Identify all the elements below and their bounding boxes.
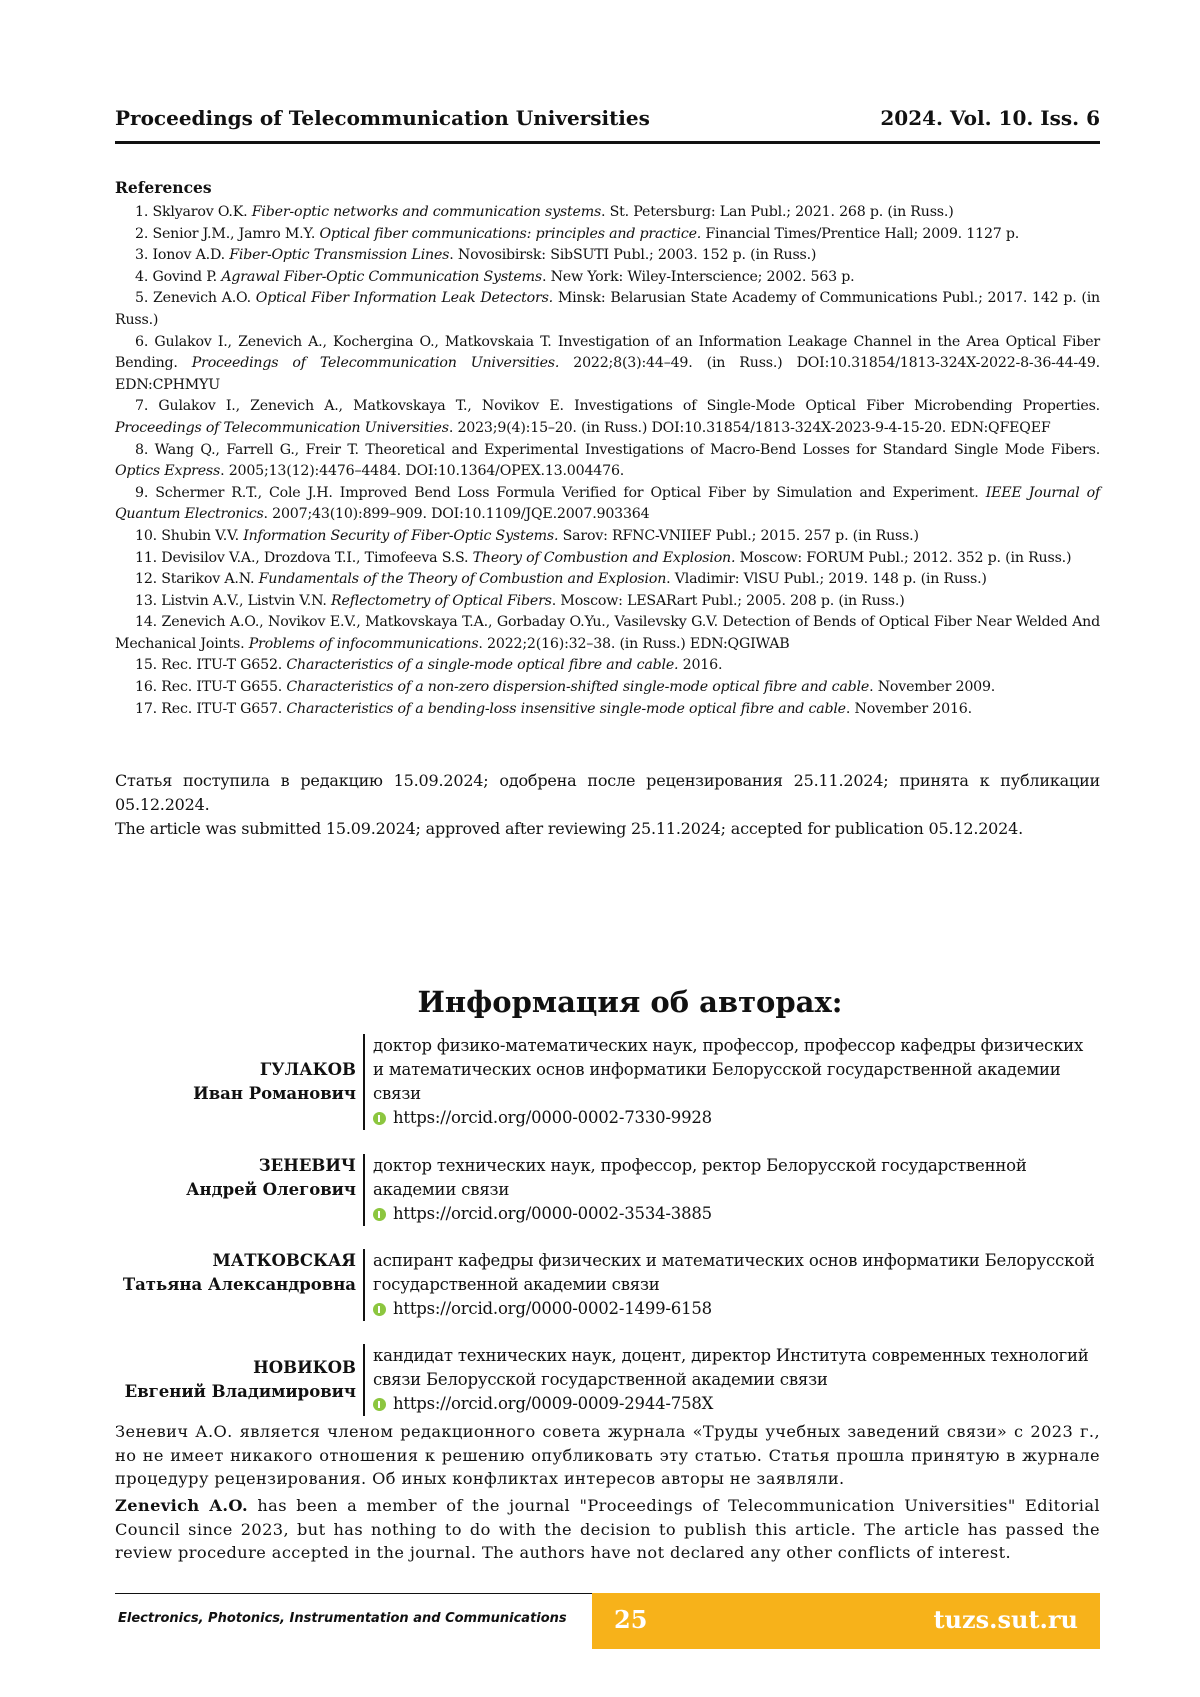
- reference-authors: Schermer R.T., Cole J.H. Improved Bend Loss Formula Verified for Optical Fiber by Simulation and Experiment.: [155, 484, 986, 501]
- author-given-name: Иван Романович: [193, 1084, 356, 1103]
- reference-authors: Zenevich A.O., Novikov E.V., Matkovskaya T.A., Gorbaday O.Yu., Vasilevsky G.V. Detection of Bends of Optical Fiber Near Welded And Mechanical Joints.: [115, 614, 1100, 652]
- dates-ru: Статья поступила в редакцию 15.09.2024; одобрена после рецензирования 25.11.2024; принята к публикации 05.12.2024.: [115, 771, 1100, 814]
- reference-item: [115, 655, 1100, 677]
- orcid-url[interactable]: https://orcid.org/0000-0002-7330-9928: [393, 1108, 712, 1127]
- author-block: [110, 1154, 1100, 1226]
- author-surname: НОВИКОВ: [253, 1358, 356, 1377]
- reference-details: . November 2016.: [845, 700, 972, 717]
- orcid-url[interactable]: https://orcid.org/0009-0009-2944-758X: [393, 1394, 714, 1413]
- reference-authors: Starikov A.N.: [161, 571, 259, 588]
- reference-authors: Rec. ITU-T G655.: [161, 679, 287, 696]
- reference-number: 6.: [135, 333, 149, 350]
- conflict-en: [115, 1494, 1100, 1565]
- reference-details: 2016.: [678, 657, 723, 674]
- author-block: [110, 1034, 1100, 1130]
- authors-heading: Информация об авторах:: [417, 985, 843, 1019]
- references-heading: References: [115, 178, 212, 197]
- orcid-link[interactable]: [373, 1106, 1098, 1130]
- orcid-link[interactable]: [373, 1392, 1098, 1416]
- author-affiliation: аспирант кафедры физических и математических основ информатики Белорусской государственной академии связи: [373, 1251, 1095, 1294]
- reference-title: Optical Fiber Information Leak Detectors.: [255, 290, 553, 307]
- reference-item: [115, 591, 1100, 613]
- reference-title: Characteristics of a single-mode optical fibre and cable.: [286, 657, 679, 674]
- author-given-name: Евгений Владимирович: [124, 1382, 356, 1401]
- reference-number: 9.: [135, 484, 149, 501]
- reference-details: . November 2009.: [869, 679, 996, 696]
- reference-title: Fundamentals of the Theory of Combustion and Explosion: [258, 571, 667, 588]
- orcid-icon: [373, 1112, 386, 1125]
- reference-details: . 2023;9(4):15–20. (in Russ.) DOI:10.31854/1813-324X-2023-9-4-15-20. EDN:QFEQEF: [448, 419, 1051, 436]
- author-affiliation: доктор физико-математических наук, профессор, профессор кафедры физических и математических основ информатики Белорусской государственной академии связи: [373, 1036, 1084, 1103]
- reference-details: . New York: Wiley-Interscience; 2002. 563 p.: [541, 268, 855, 285]
- reference-authors: Rec. ITU-T G652.: [161, 657, 287, 674]
- journal-title: Proceedings of Telecommunication Universities: [115, 106, 650, 130]
- reference-title: Reflectometry of Optical Fibers: [331, 592, 552, 609]
- footer-accent-box: [592, 1593, 1100, 1649]
- reference-details: . Novosibirsk: SibSUTI Publ.; 2003. 152 p. (in Russ.): [449, 247, 817, 264]
- reference-authors: Gulakov I., Zenevich A., Kochergina O., Matkovskaia T. Investigation of an Information Leakage Channel in the Area Optical Fiber Bending.: [115, 333, 1100, 372]
- running-header: [115, 106, 1100, 144]
- reference-details: Financial Times/Prentice Hall; 2009. 1127 p.: [701, 225, 1020, 242]
- orcid-icon: [373, 1398, 386, 1411]
- conflict-en-name: Zenevich A.O.: [115, 1496, 248, 1515]
- orcid-link[interactable]: [373, 1297, 1098, 1321]
- reference-number: 1.: [135, 204, 149, 220]
- reference-details: . 2007;43(10):899–909. DOI:10.1109/JQE.2007.903364: [263, 506, 650, 523]
- author-given-name: Андрей Олегович: [186, 1180, 356, 1199]
- reference-number: 14.: [135, 614, 157, 631]
- reference-title: Characteristics of a bending-loss insensitive single-mode optical fibre and cable: [286, 700, 846, 717]
- reference-authors: Listvin A.V., Listvin V.N.: [161, 592, 332, 609]
- reference-authors: Zenevich A.O.: [153, 290, 256, 307]
- reference-details: . St. Petersburg: Lan Publ.; 2021. 268 p. (in Russ.): [601, 204, 954, 220]
- reference-authors: Wang Q., Farrell G., Freir T. Theoretical and Experimental Investigations of Macro-Bend Losses for Standard Single Mode Fibers.: [154, 441, 1100, 458]
- reference-title: Optical fiber communications: principles and practice.: [319, 225, 702, 242]
- orcid-url[interactable]: https://orcid.org/0000-0002-3534-3885: [393, 1204, 712, 1223]
- reference-item: [115, 483, 1100, 526]
- reference-authors: Rec. ITU-T G657.: [161, 700, 287, 717]
- reference-number: 3.: [135, 247, 149, 264]
- reference-details: Sarov: RFNC-VNIIEF Publ.; 2015. 257 p. (in Russ.): [558, 527, 919, 544]
- reference-number: 15.: [135, 657, 157, 674]
- author-name: [110, 1154, 356, 1202]
- reference-item: [115, 396, 1100, 439]
- reference-authors: Govind P.: [152, 268, 222, 285]
- reference-details: . Vladimir: VlSU Publ.; 2019. 148 p. (in Russ.): [666, 571, 987, 588]
- reference-number: 16.: [135, 679, 157, 696]
- author-name: [110, 1058, 356, 1106]
- reference-authors: Devisilov V.A., Drozdova T.I., Timofeeva S.S.: [161, 549, 473, 566]
- orcid-link[interactable]: [373, 1202, 1098, 1226]
- author-affiliation: доктор технических наук, профессор, ректор Белорусской государственной академии связи: [373, 1156, 1027, 1199]
- reference-number: 5.: [135, 290, 149, 307]
- author-divider: [363, 1249, 365, 1321]
- reference-number: 17.: [135, 700, 157, 717]
- reference-authors: Ionov A.D.: [152, 247, 230, 264]
- reference-title: Problems of infocommunications: [248, 635, 479, 652]
- reference-authors: Shubin V.V.: [161, 527, 244, 544]
- reference-number: 4.: [135, 268, 149, 285]
- reference-title: IEEE Journal of Quantum Electronics: [115, 484, 1100, 523]
- site-link[interactable]: tuzs.sut.ru: [933, 1605, 1078, 1634]
- author-divider: [363, 1344, 365, 1416]
- reference-item: [115, 569, 1100, 591]
- reference-title: Information Security of Fiber-Optic Systems.: [243, 527, 559, 544]
- reference-number: 12.: [135, 571, 157, 588]
- author-surname: ГУЛАКОВ: [259, 1060, 356, 1079]
- reference-authors: Gulakov I., Zenevich A., Matkovskaya T., Novikov E. Investigations of Single-Mode Optical Fiber Microbending Properties.: [158, 398, 1100, 415]
- conflict-en-text: has been a member of the journal "Proceedings of Telecommunication Universities" Editorial Council since 2023, but has nothing to do with the decision to publish this article. The article has passed the review procedure accepted in the journal. The authors have not declared any other conflicts of interest.: [115, 1496, 1100, 1562]
- reference-item: [115, 699, 1100, 721]
- dates-en: The article was submitted 15.09.2024; approved after reviewing 25.11.2024; accepted for publication 05.12.2024.: [115, 819, 1024, 838]
- reference-item: [115, 267, 1100, 289]
- reference-item: [115, 526, 1100, 548]
- author-divider: [363, 1154, 365, 1226]
- reference-item: [115, 202, 1100, 224]
- author-description: [373, 1344, 1098, 1416]
- author-name: [110, 1356, 356, 1404]
- reference-details: . 2005;13(12):4476–4484. DOI:10.1364/OPEX.13.004476.: [220, 463, 625, 480]
- author-block: [110, 1344, 1100, 1416]
- reference-title: Fiber-Optic Transmission Lines: [229, 247, 450, 264]
- reference-item: [115, 288, 1100, 331]
- reference-item: [115, 440, 1100, 483]
- author-block: [110, 1249, 1100, 1321]
- author-description: [373, 1249, 1098, 1321]
- references-section: [115, 178, 1100, 720]
- footer-section: Electronics, Photonics, Instrumentation and Communications: [118, 1611, 567, 1626]
- reference-title: Optics Express: [115, 463, 221, 480]
- references-list: [115, 202, 1100, 720]
- reference-details: . 2022;2(16):32–38. (in Russ.) EDN:QGIWAB: [478, 635, 790, 652]
- reference-item: [115, 548, 1100, 570]
- reference-title: Characteristics of a non-zero dispersion-shifted single-mode optical fibre and cable: [286, 679, 870, 696]
- orcid-icon: [373, 1303, 386, 1316]
- author-affiliation: кандидат технических наук, доцент, директор Института современных технологий связи Белорусской государственной академии связи: [373, 1346, 1089, 1389]
- reference-details: . Moscow: LESARart Publ.; 2005. 208 p. (in Russ.): [551, 592, 905, 609]
- submission-dates: [115, 769, 1100, 841]
- author-name: [110, 1249, 356, 1297]
- author-surname: ЗЕНЕВИЧ: [258, 1156, 356, 1175]
- orcid-url[interactable]: https://orcid.org/0000-0002-1499-6158: [393, 1299, 712, 1318]
- author-surname: МАТКОВСКАЯ: [212, 1251, 356, 1270]
- reference-number: 13.: [135, 592, 157, 609]
- reference-item: [115, 332, 1100, 397]
- author-description: [373, 1154, 1098, 1226]
- reference-number: 11.: [135, 549, 157, 566]
- issue-info: 2024. Vol. 10. Iss. 6: [880, 106, 1100, 130]
- reference-title: Proceedings of Telecommunication Universities: [115, 419, 449, 436]
- reference-details: 2022;8(3):44–49. (in Russ.) DOI:10.31854/1813-324X-2022-8-36-44-49. EDN:CPHMYU: [115, 355, 1100, 393]
- orcid-icon: [373, 1208, 386, 1221]
- author-divider: [363, 1034, 365, 1130]
- reference-title: Agrawal Fiber-Optic Communication Systems: [221, 268, 542, 285]
- author-given-name: Татьяна Александровна: [122, 1275, 356, 1294]
- reference-item: [115, 677, 1100, 699]
- page-number: 25: [614, 1605, 648, 1634]
- reference-item: [115, 224, 1100, 246]
- reference-number: 2.: [135, 225, 149, 242]
- reference-title: Theory of Combustion and Explosion.: [472, 549, 736, 566]
- conflict-ru: Зеневич А.О. является членом редакционного совета журнала «Труды учебных заведений связи» с 2023 г., но не имеет никакого отношения к решению опубликовать эту статью. Статья прошла принятую в журнале процедуру рецензирования. Об иных конфликтах интересов авторы не заявляли.: [115, 1422, 1100, 1488]
- reference-number: 7.: [135, 398, 149, 415]
- reference-number: 10.: [135, 527, 157, 544]
- reference-authors: Senior J.M., Jamro M.Y.: [152, 225, 320, 242]
- reference-item: [115, 245, 1100, 267]
- reference-title: Proceedings of Telecommunication Universities.: [191, 355, 560, 372]
- reference-item: [115, 612, 1100, 655]
- reference-authors: Sklyarov O.K.: [152, 204, 252, 220]
- reference-details: Moscow: FORUM Publ.; 2012. 352 p. (in Russ.): [735, 549, 1072, 566]
- reference-title: Fiber-optic networks and communication systems: [251, 204, 602, 220]
- reference-details: Minsk: Belarusian State Academy of Communications Publ.; 2017. 142 p. (in Russ.): [115, 290, 1100, 328]
- author-description: [373, 1034, 1098, 1130]
- reference-number: 8.: [135, 441, 149, 458]
